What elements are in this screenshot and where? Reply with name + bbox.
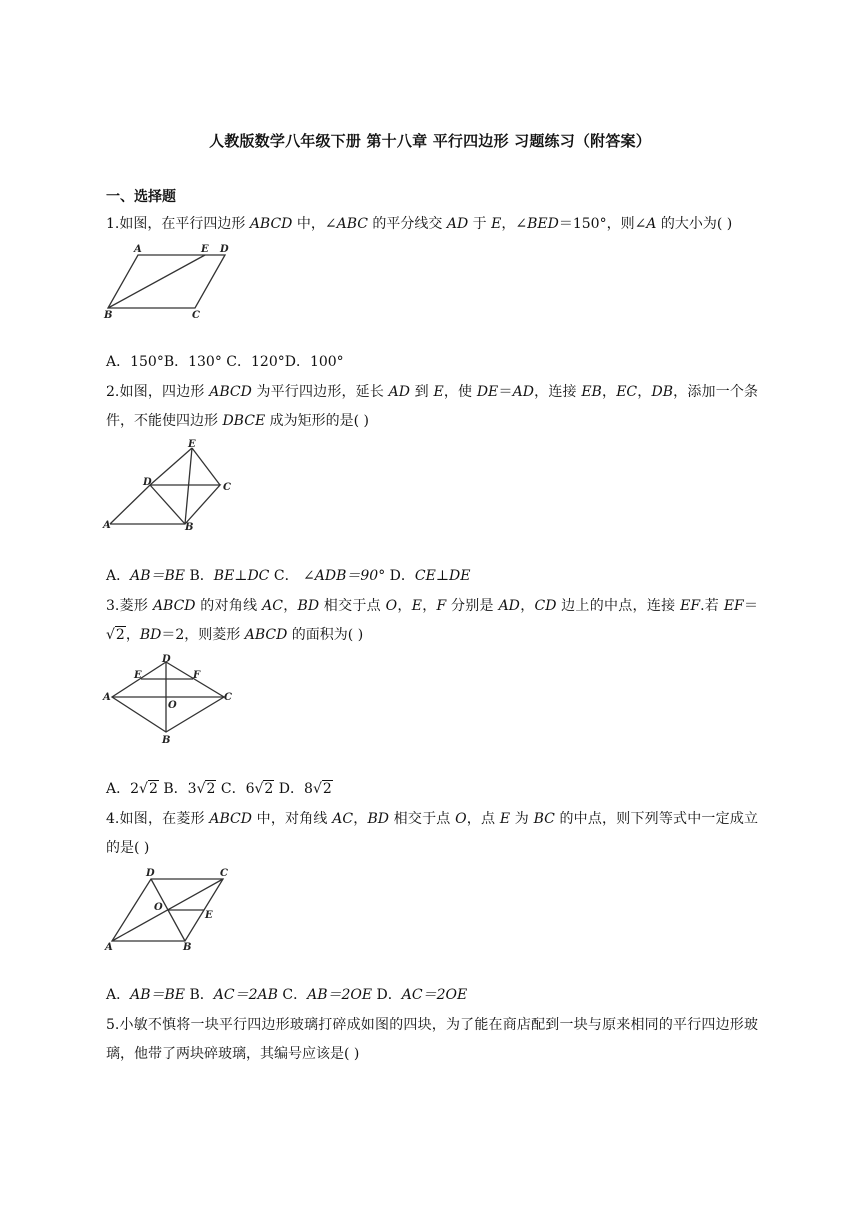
question-5: 5.小敏不慎将一块平行四边形玻璃打碎成如图的四块，为了能在商店配到一块与原来相同的平行四边形玻璃，他带了两块碎玻璃，其编号应该是( ) <box>106 1017 758 1062</box>
q4-figure <box>100 864 250 954</box>
q1-figure <box>100 240 240 320</box>
q2-options: A．AB＝BE B．BE⊥DC C． ∠ADB＝90° D．CE⊥DE <box>106 568 471 584</box>
q2-label-e: E <box>188 439 196 450</box>
q3-label-e: E <box>134 670 142 681</box>
q3-label-b: B <box>162 735 171 746</box>
question-1: 1.如图，在平行四边形 ABCD 中，∠ABC 的平分线交 AD 于 E，∠BED＝150°，则∠A 的大小为( ) <box>106 216 733 232</box>
q1-options: A．150°B．130° C．120°D．100° <box>106 354 344 370</box>
q1-label-d: D <box>220 244 229 255</box>
q4-label-o: O <box>154 902 163 913</box>
section-heading: 一、选择题 <box>106 189 176 205</box>
q3-label-f: F <box>193 670 201 681</box>
q3-label-d: D <box>162 654 171 665</box>
q4-label-e: E <box>205 910 213 921</box>
q4-label-a: A <box>105 942 113 953</box>
q3-label-o: O <box>168 700 177 711</box>
q4-label-b: B <box>183 942 192 953</box>
q4-label-d: D <box>146 868 155 879</box>
question-3: 3.菱形 ABCD 的对角线 AC，BD 相交于点 O，E，F 分别是 AD，CD 边上的中点，连接 EF.若 EF＝√2，BD＝2，则菱形 ABCD 的面积为( ) <box>106 592 758 650</box>
sqrt-symbol: √2 <box>106 627 125 643</box>
q3-options: A．2√2 B．3√2 C．6√2 D．8√2 <box>106 781 332 797</box>
q2-figure <box>100 438 250 533</box>
q3-label-a: A <box>103 692 111 703</box>
q2-label-b: B <box>185 522 194 533</box>
q2-label-a: A <box>103 520 111 531</box>
q1-label-b: B <box>104 310 113 320</box>
q1-label-e: E <box>201 244 209 255</box>
q1-label-c: C <box>192 310 200 320</box>
q4-options: A．AB＝BE B．AC＝2AB C．AB＝2OE D．AC＝2OE <box>106 987 468 1003</box>
q1-label-a: A <box>134 244 142 255</box>
document-title: 人教版数学八年级下册 第十八章 平行四边形 习题练习（附答案） <box>209 132 651 150</box>
q3-figure <box>100 652 240 747</box>
q2-label-c: C <box>223 482 231 493</box>
q4-label-c: C <box>220 868 228 879</box>
q3-label-c: C <box>224 692 232 703</box>
q2-label-d: D <box>143 477 152 488</box>
question-4: 4.如图，在菱形 ABCD 中，对角线 AC，BD 相交于点 O，点 E 为 BC 的中点，则下列等式中一定成立的是( ) <box>106 811 759 856</box>
question-2: 2.如图，四边形 ABCD 为平行四边形，延长 AD 到 E，使 DE＝AD，连接 EB，EC，DB，添加一个条件，不能使四边形 DBCE 成为矩形的是( ) <box>106 384 759 429</box>
